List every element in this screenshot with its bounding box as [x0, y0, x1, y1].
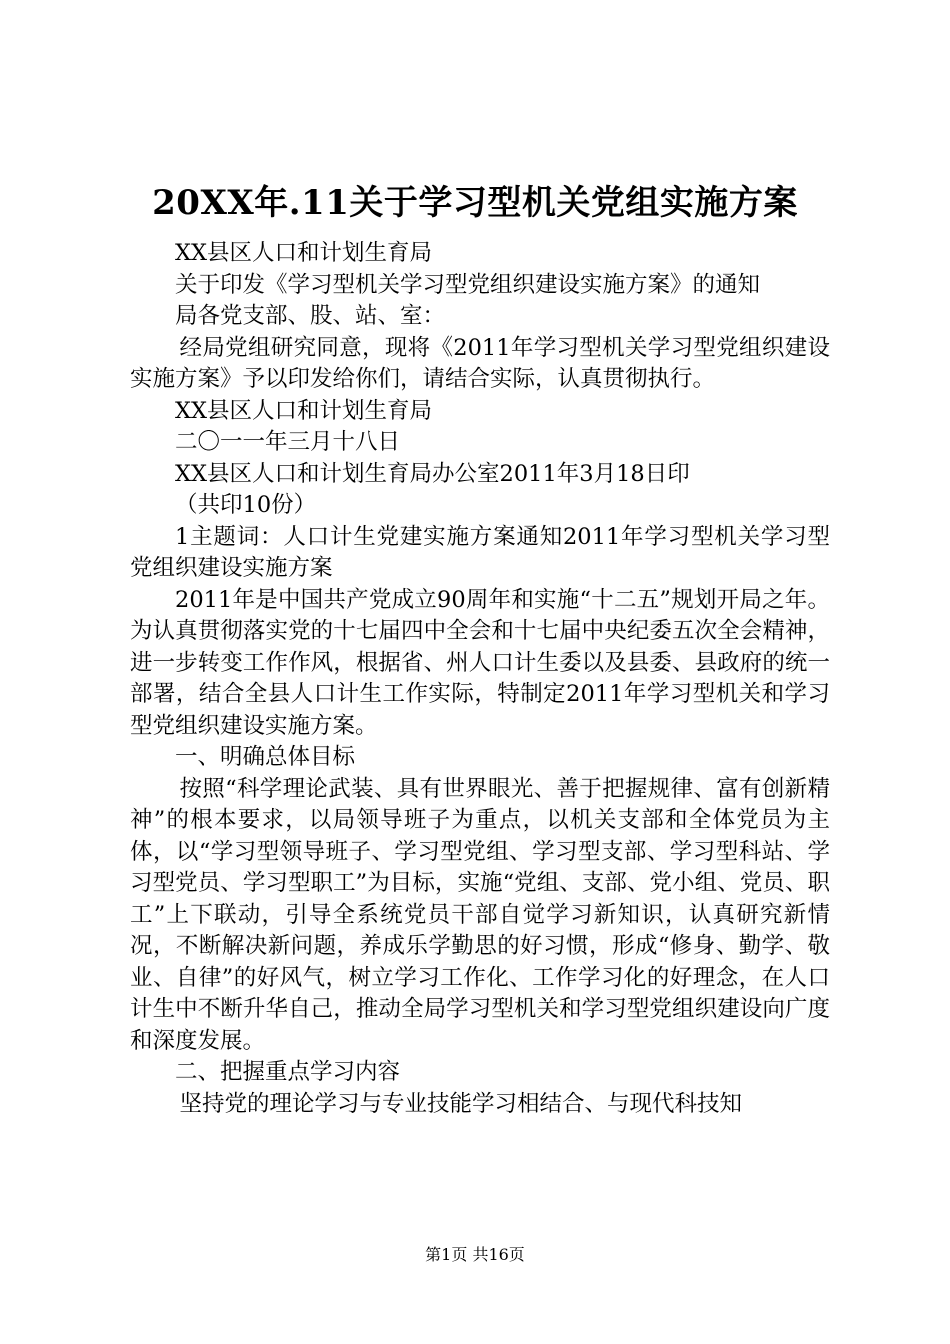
intro-paragraph: 2011年是中国共产党成立90周年和实施“十二五”规划开局之年。为认真贯彻落实党的十七届四中全会和十七届中央纪委五次全会精神，进一步转变工作作风，根据省、州人口计生委以及县委、县政府的统一部署，结合全县人口计生工作实际，特制定2011年学习型机关和学习型党组织建设实施方案。 — [130, 586, 830, 739]
print-count: （共印10份） — [175, 492, 317, 518]
section-heading-1: 一、明确总体目标 — [175, 744, 356, 770]
section-1-paragraph: 按照“科学理论武装、具有世界眼光、善于把握规律、富有创新精神”的根本要求，以局领导班子为重点，以机关支部和全体党员为主体，以“学习型领导班子、学习型党组、学习型支部、学习型科站、学习型党员、学习型职工”为目标，实施“党组、支部、党小组、党员、职工”上下联动，引导全系统党员干部自觉学习新知识，认真研究新情况，不断解决新问题，养成乐学勤思的好习惯，形成“修身、勤学、敬业、自律”的好风气，树立学习工作化、工作学习化的好理念，在人口计生中不断升华自己，推动全局学习型机关和学习型党组织建设向广度和深度发展。 — [130, 775, 830, 1054]
signature-date: 二〇一一年三月十八日 — [175, 429, 401, 455]
page-footer: 第1页 共16页 — [425, 1245, 525, 1264]
notice-paragraph: 经局党组研究同意，现将《2011年学习型机关学习型党组织建设实施方案》予以印发给你们，请结合实际，认真贯彻执行。 — [130, 334, 830, 392]
issuer-line: XX县区人口和计划生育局 — [175, 240, 433, 266]
document-body — [130, 238, 830, 1120]
signature-org: XX县区人口和计划生育局 — [175, 397, 433, 424]
print-info: XX县区人口和计划生育局办公室2011年3月18日印 — [175, 460, 690, 487]
section-heading-2: 二、把握重点学习内容 — [175, 1059, 401, 1085]
notice-heading: 关于印发《学习型机关学习型党组织建设实施方案》的通知 — [175, 271, 761, 298]
document-title: 20XX年.11关于学习型机关党组实施方案 — [152, 183, 798, 223]
recipients-line: 局各党支部、股、站、室： — [175, 303, 446, 329]
section-2-paragraph: 坚持党的理论学习与专业技能学习相结合、与现代科技知 — [179, 1090, 743, 1117]
keywords-line: 1主题词：人口计生党建实施方案通知2011年学习型机关学习型党组织建设实施方案 — [130, 523, 830, 581]
